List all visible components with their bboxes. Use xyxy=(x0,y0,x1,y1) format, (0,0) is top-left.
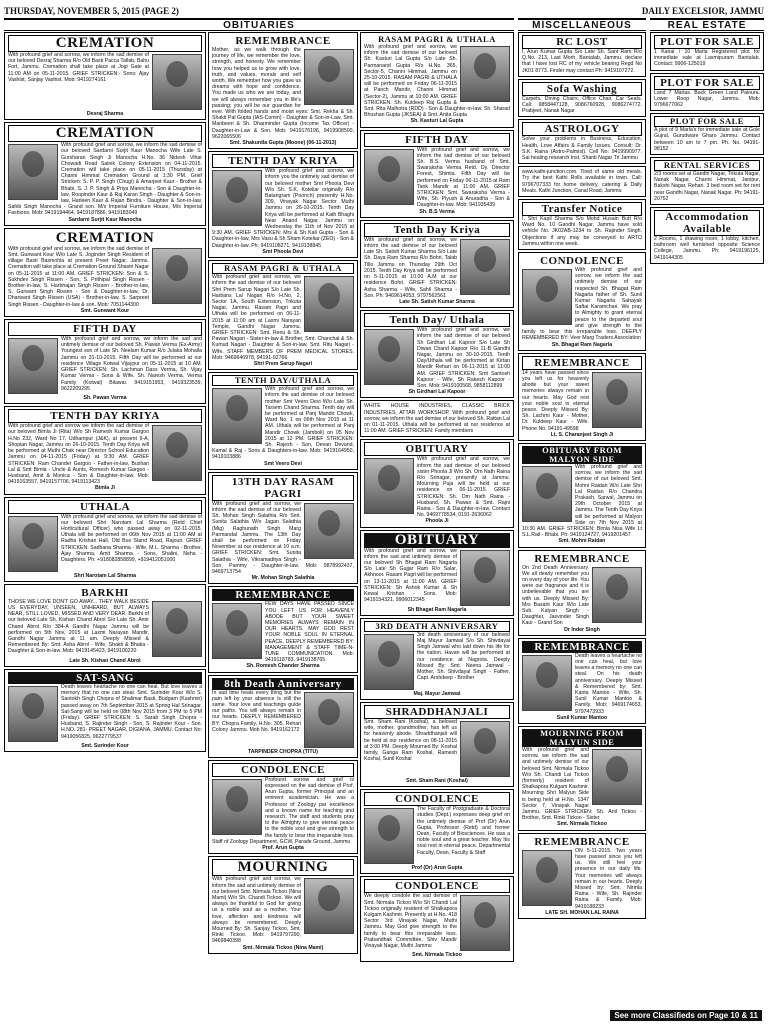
notice-body: A plot of 9 Marla's for immediate sale at Gole Gujral, Gurudware Gharo Jammu. Contact between 10 am to 7 pm. Ph. No. 94191-98152 xyxy=(654,127,760,152)
notice-block xyxy=(518,550,646,636)
photo-caption: Prof. Arun Gupta xyxy=(262,845,304,852)
portrait-photo xyxy=(460,895,510,951)
portrait-photo xyxy=(364,149,414,205)
notice-body: In sad time heals every thing but the pain left by your absence is still the same. Your love and teachings guide our paths. You will always remain in our hearts. DEEPLY REMEMBERED BY: Chopra Family, H.No. 305, Rehari Colony Jammu. Mob No. 9419162172 xyxy=(212,689,301,733)
notice-title: REMEMBRANCE xyxy=(534,835,630,848)
notice-block xyxy=(360,130,514,218)
notice-block xyxy=(518,638,646,724)
notice-body: THOSE WE LOVE DON'T GO AWAY... THEY WALK BESIDE US EVERYDAY, UNSEEN, UNHEARD, BUT ALWAYS NEAR, STILL LOVED, MISSED AND VERY DEAR. Barkhi of our beloved Late Sh. Kishan Chand Abrol S/o Late Sh. Amir Chand Abrol R/o 384-A Gandhi Nagar Jammu will be performed on 5th Nov, 2015 at Laxmi Narayan Mandir, Gandhi Nagar Jammu at 11 am. Deeply Missed & Remembered By: Smt. Asha Abrol - Wife, Shakti & Bhatia - Daughter & Son-in-law. Mob: 9419145423, 9419100220 xyxy=(8,598,149,655)
notice-body: With profound grief and sorrow, we inform the sad and untimely demise of our beloved Sh Bhagat Ram Nagarla S/o Late Sh Gujjar Ram R/o Salar, Akhnoor. Rasam Pagri will be performed on 13-11-2015 at 11:00 AM. GRIEF STRICKEN: Sh Ashok Kumar & Sh Kewal Krishan - Sons. Mob: 9419154321, 9906012345 xyxy=(364,547,457,604)
photo-caption: Smt. Nirmala Tickoo xyxy=(412,952,462,959)
notice-title: SAT-SANG xyxy=(8,672,202,684)
notice-title: CREMATION xyxy=(55,229,155,246)
notice-body: With profound grief and sorrow, we inform the sad demise of our beloved Sardarni Surjit Kaur Manocha Wife Late S. Gursharan Singh Ji Manocha H.No. 36 Nidesh Vihar Chowadi Road Sainik Colony Extension on 04-11-2015. Cremation will take place on 05-11-2015 (Thursday) at Channi Himmat Cremation Ground at 1:30 PM. Grief Stricken: S. P. P. Singh (Chugi) & Amarjeet Kaur - Brother & Bhabi, S. J. P. Singh & Priya Manocha - Son & Daughter-in-law, Roopinder Kaur & Raj Karan Singh - Daughter & Son-in-law, Harleen Kaur & Rajan Bindra - Daughter & Son-in-law, Sahib Singh Manocha - Grand son. M/s Imperial Furniture House, M/s Imperial Fashions. Mob: 9419194464, 9419187886, 9419183049 xyxy=(8,142,202,217)
notice-body: Death leaves a heartache no one can heal, but love leaves a memory no one can steal. On his death anniversary. Deeply Missed & Remembered by: Smt. Kanta Mantoo - Wife, Sh. Sunil Kumar Mantoo & Family. Mob: 9469174653, 9797473933 xyxy=(575,652,642,715)
portrait-photo xyxy=(212,603,262,659)
notice-body: Solve your problems in Business, Education, Health, Love Affairs & Family Issues. Consult: Dr. S.K. Raina (Astro-Palmist). Cell No: 9419990977. Sai healing research Inst. Shanti Nagar Tri Jammu xyxy=(522,136,642,162)
notice-title: Accommodation Available xyxy=(654,210,760,236)
notice-block xyxy=(208,260,358,370)
portrait-photo xyxy=(522,655,572,711)
column-4 xyxy=(518,32,646,1016)
notice-block xyxy=(4,122,206,226)
header-paper: DAILY EXCELSIOR, JAMMU xyxy=(641,6,764,16)
notice-title: ASTROLOGY xyxy=(522,122,642,136)
portrait-photo xyxy=(364,634,414,690)
photo-caption: Mr. Mohan Singh Salathia xyxy=(251,575,315,582)
notice-body: 3rd death anniversary of our beloved Maj Mayur Jamwal S/o Sh. Shivdayal Singh Jamwal who laid down his life for the nation. Havan will be performed at our residence at Nagrota. Deeply Missed By: Smt. Neena Jamwal - Mother, Sh. Shivdayal Singh - Father, Capt. Arshdeep - Brother xyxy=(417,631,510,682)
notice-body: With profound grief and sorrow, we inform the sad demise of our beloved Sh Girdhari Lal Kapoor S/o Late Sh Diwan Chand Kapoor R/o 11-B Gandhi Nagar, Jammu on 30-10-2015. Tenth Day/Uthala will be performed at Kirtan Mandir Rehari on 06-11-2015 at 11:00 AM. GRIEF STRICKEN: Smt Santosh Kapoor - Wife, Sh Rakesh Kapoor - Son. Mob: 9419100568, 9858112899 xyxy=(417,327,510,389)
portrait-photo xyxy=(8,516,58,572)
notice-body: With profound grief and sorrow, we inform you the untimely sad demise of our beloved mother Smt Phoola Devi W/o Sh. S.K. Koteliar originally R/o Batangram (Poonch) presently H.No. 309, Vinayak Nagar Sector Muthi Jammu on 26-10-2015. Tenth Day Kriya will be performed at Kath Bhaghi Near Anand Nagar, Jammu on Wednesday the 11th of Nov 2015 at 9:30 AM. GRIEF STRICKEN: Mrs & Sh Kali Gupta - Son & Daughter-in-law, Mrs Vasu & Sh Sham Koteliar (ZEO) - Son & Daughter-in-law. Ph: 9419108271, 9419138845 xyxy=(212,168,354,249)
portrait-photo xyxy=(212,388,262,444)
notice-title: CONDOLENCE xyxy=(212,763,354,777)
notice-body: 14 years have passed since you left us for heavenly abode but your sweet memories always remain in our hearts. May God rest your noble soul in eternal peace. Deeply Missed By: Sh. Lachmi Kaur - Mother, Dr. Kuldeep Kaur - Wife. Phone No. 94191-49598 xyxy=(522,369,589,432)
photo-caption: Smt Phoola Devi xyxy=(262,248,304,255)
notice-body: WHITE HOUSE INDUSTRIES, CLASSIC BRICK INDUSTRIES, ATTAR WORKSHOP. With profound grief and sorrow, we inform the sad demise of our beloved Sh. Rattan Lal on 01-11-2015. Uthala will be performed at our residence at 11:00 AM. GRIEF STRICKEN: Family members xyxy=(364,403,510,435)
photo-caption: Dr Inder Singh xyxy=(564,626,600,633)
notice-title: FIFTH DAY xyxy=(364,133,510,147)
notice-title: FIFTH DAY xyxy=(8,322,202,336)
notice-body: Land 7 Marlas. Back Green Land Paloura. Lower Roop Nagar, Jammu. Mob: 9796677062 xyxy=(654,89,760,109)
notice-block xyxy=(360,439,514,527)
notice-block xyxy=(208,586,358,672)
portrait-photo xyxy=(522,466,572,522)
notice-title: 13TH DAY RASAM PAGRI xyxy=(212,475,354,501)
photo-caption: Bimla Ji xyxy=(95,485,115,492)
notice-block xyxy=(650,32,764,71)
notice-block xyxy=(4,406,206,494)
portrait-photo xyxy=(304,878,354,934)
notice-body: 2 Rooms, 1 drawing room, 1 lobby, kitchen, bathroom well furnished opposite Science College, Jammu. Ph: 9419196125, 9419144305 xyxy=(654,236,760,261)
notice-title: CREMATION xyxy=(8,125,202,142)
notice-body: Smt. Sham Rani (Koshal), a beloved wife, mother, grandmother, has left us for heavenly abode. Shraddhanjali will be held at our residence on 08-11-2015 at 3:00 PM. Deeply Mourned By: Koshal family, Ganga Ram Koshal, Ramesh Koshal, Sunil Koshal xyxy=(364,719,457,763)
notice-block xyxy=(650,207,764,264)
portrait-photo xyxy=(152,54,202,110)
notice-title: 8th Death Anniversary xyxy=(212,678,354,690)
notice-block xyxy=(518,252,646,351)
notice-body: On 2nd Death Anniversary. We all dearly remember you on every day of your life. You were our fragrance and it is unbelievable that you are with us. Deeply Missed By: Mrs Basant Kaur W/o Late Sub. Kalyan Singh - Daughter, Jasvinder Singh Kaur - Grand Son xyxy=(522,564,589,627)
notice-title: OBITUARY xyxy=(364,442,510,456)
notice-block xyxy=(518,79,646,118)
notice-body: With profound grief and sorrow, we inform the sad demise of our beloved Late Sh. Satish Kumar Sharma S/o Late Sh. Daya Ram Sharma R/o Bohri, Talab Tillo Jammu on Thursday 29th Oct 2015. Tenth Day Kriya will be performed on 5-11-2015 at 10.00 A.M at our residence Bohri. GRIEF STRICKEN: Asha Sharma - Wife, Sahil Sharma - Son. Ph: 9469614053, 9797562561 xyxy=(364,236,457,299)
notice-title: 3RD DEATH ANNIVERSARY xyxy=(364,621,510,632)
notice-block xyxy=(518,166,646,197)
notice-body: ON 5-11-2015. Two years have passed since you left us. We still feel your presence in our daily life. Your memories will always remain in our hearts. Deeply Missed by: Smt. Nirmla Raina - Wife, Sh. Rajinder Raina & Family. Mob: 9419188233 xyxy=(575,847,642,910)
notice-title: MOURNING xyxy=(212,859,354,876)
notice-title: TENTH DAY KRIYA xyxy=(8,409,202,423)
portrait-photo xyxy=(304,692,354,748)
notice-block xyxy=(650,157,764,205)
photo-caption: Smt. Nirmala Tickoo xyxy=(557,821,607,828)
portrait-photo xyxy=(592,567,642,623)
notice-block xyxy=(360,789,514,874)
portrait-photo xyxy=(8,144,58,200)
notice-title: RASAM PAGRI & UTHALA xyxy=(378,34,496,44)
photo-caption: Desraj Sharma xyxy=(86,111,124,117)
column-1 xyxy=(4,32,206,1016)
photo-caption: Sunil Kumar Mantoo xyxy=(556,714,608,721)
notice-title: TENTH DAY KRIYA xyxy=(212,154,354,168)
portrait-photo xyxy=(304,503,354,559)
notice-title: CONDOLENCE xyxy=(364,879,510,893)
notice-body: 1 Kanal / 10 Marla Registered plot for immediate sale at Laxmipuram Bantalab. Contact: 9906-125019 xyxy=(654,49,760,68)
obituaries-header: OBITUARIES xyxy=(4,18,514,31)
notice-block xyxy=(208,675,358,758)
notice-body: With profound grief and sorrow, we inform the sad demise of our beloved Sh. B.S. Verma husband of Smt. Swaraksha Verma Retd. Dy. Director Forest, Shimla. Fifth Day will be performed on Friday 06-11-2015 at Ram Tank Mandir at 11:00 AM. GRIEF STRICKEN: Smt. Swaraksha Verma - Wife, Sh. Piyush & Anuradha - Son & Daughter-in-law. Mob: 941935439 xyxy=(417,146,510,209)
notice-title: REMEMBRANCE xyxy=(212,589,354,601)
photo-caption: Maj. Mayur Jamwal xyxy=(413,690,461,697)
photo-caption: Sh. Pawan Verma xyxy=(83,395,127,402)
photo-caption: Smt. Gunwant Kour xyxy=(80,307,130,314)
photo-caption: Sh. Romesh Chander Sharma xyxy=(246,663,320,670)
notice-body: With profound grief and sorrow, we inform the sad and untimely demise of our beloved Smt. Nirmala Tickoo (Nina Mami) W/o Sh. Chandi Tickoo. We will always be thankful to God for giving us a noble soul as a mother. Your love, affection and kindness will always be remembered. Deeply Mourned By: Sh. Sanjay Tickoo, Smt. Rinki Tickoo. Mob: 9419797290, 9469840398 xyxy=(212,876,301,945)
notice-block xyxy=(208,372,358,470)
real-estate-header: REAL ESTATE xyxy=(650,18,764,31)
notice-block xyxy=(518,199,646,250)
notice-body: With profound grief and sorrow, we inform the sad untimely demise of our respected Sh. Bhagat Ram Nagarla father of Sh. Sunil Kumar Nagarla Sahayak Saftai Karamchari. We pray to Almighty to grant eternal peace to the departed soul and give strength to the family to bear this irreparable loss. DEEPLY REMEMBERED BY: Veer Marg Traders Association xyxy=(522,267,642,342)
photo-caption: Smt. Mohni Raidan xyxy=(558,538,606,545)
notice-body: Carpets, Dining Chairs, Office Chair, Car Seats. Call: 9858447128, 9086760928, 9086274772. Prabjeet, Nanak Nagar xyxy=(522,95,642,115)
notice-body: The Faculty of Postgraduate & Doctoral studies (Dept.) expresses deep grief on the untimely demise of Prof (Dr) Arun Gupta, Professor (Retd) and former Dean, Faculty of Biosciences. He was a noble soul and a great teacher. May his soul rest in eternal peace. Departmental Faculty, Dean, Faculty & Staff xyxy=(417,806,510,856)
portrait-photo xyxy=(212,170,262,226)
notice-block xyxy=(360,400,514,437)
notice-body: www.kathi-junction.com. Tired of same old meals. Try the best Kathi Rolls available in town. Call: 9796707333 for home delivery, catering & Daily Meals. Kathi Junction, Canal Road, Jammu xyxy=(522,169,642,194)
notice-title: RENTAL SERVICES xyxy=(654,160,760,171)
notice-title: Tenth Day/ Uthala xyxy=(364,313,510,327)
photo-caption: Late Sh. Satish Kumar Sharma xyxy=(399,298,475,305)
notice-block xyxy=(518,119,646,164)
portrait-photo xyxy=(364,808,414,864)
photo-caption: Shri Narotam Lal Sharma xyxy=(74,572,136,579)
notice-block xyxy=(360,876,514,961)
photo-caption: Phoola Ji xyxy=(425,518,449,525)
notice-block xyxy=(208,472,358,585)
notice-title: SHRADDHANJALI xyxy=(364,705,510,719)
portrait-photo xyxy=(522,850,572,906)
photo-caption: Sh Girdhari Lal Kapoor xyxy=(408,389,466,396)
portrait-photo xyxy=(364,329,414,385)
notice-block xyxy=(208,760,358,854)
notice-title: RC LOST xyxy=(522,35,642,49)
notice-body: With profound grief and sorrow, we inform the sad and untimely demise of our beloved Smt. Nirmala Tickoo W/o Sh. Chandi Lal Tickoo (formerly) resident of Shalkapora Kulgam Kashmir. Mourning Shri Malyun Side is being held at H.No. 1347 Sector 7, Vinayak Nagar Jammu. GRIEF STRICKEN: Sh. Anil Tickoo - Brother, Smt. Rinki Tickoo - Sister xyxy=(522,747,642,822)
notice-block xyxy=(360,618,514,700)
notice-block xyxy=(4,669,206,752)
notice-block xyxy=(518,726,646,831)
photo-caption: Smt. Nirmala Tickoo (Nina Mami) xyxy=(242,944,324,951)
notice-body: With profound grief and sorrow, we inform the sad and untimely demise of our beloved Sh. Pawan Verma (Ex-Army) Youngest son of Late Sh. Neelam Kumar R/o Julaka Mohalla Jammu on 31-10-2015. Fifth Day will be performed at our residence Village Kotwal Vijaypur on 05-11-2015 at 10 AM. GRIEF STRICKEN: Sh. Lachman Dass Verma, Sh. Vijay Kumar Verma - Sons & Wife, Sh. Naresh Verma. Verma Family (Kotwal) Bilawar. 9419151953, 9419323539, 9622209295 xyxy=(61,336,202,392)
column-5 xyxy=(650,32,764,1016)
column-2 xyxy=(208,32,358,1016)
notice-block xyxy=(518,833,646,919)
notice-body: Profound sorrow and grief is expressed on the sad demise of Prof. Arun Gupta, former Principal and an eminent academician. He was a Professor of Zoology par excellence and a known name for teaching and research. The staff and students pray to the Almighty to give eternal peace to the noble soul and give strength to the family to bear this irreparable loss. Staff of Zoology Department, GCW, Parade Ground, Jammu xyxy=(212,776,354,845)
notice-block xyxy=(4,584,206,667)
notice-body: With profound grief and sorrow, we inform the sad demise of our beloved Sh. Kasturi Lal Gupta S/o Late Sh. Parmanand Gupta R/o H.No. 365, Sector-5, Channi Himmat, Jammu on 25-10-2015. RASAM PAGRI & UTHALA will be performed on Friday 06-11-2015 at Panch Mandir, Channi Himmat (Sector-2), Jammu at 10:00 AM. GRIEF STRICKEN: Sh. Kuldeep Raj Gupta & Smt. Rita Malhotra (RDD) - Son & Daughter-in-law. Sh. Sharad Bhushan Gupta (JKSEA) & Smt. Anita Gupta xyxy=(364,44,510,119)
notice-title: REMEMBRANCE xyxy=(522,356,642,370)
portrait-photo xyxy=(592,749,642,805)
notice-block xyxy=(650,113,764,155)
portrait-photo xyxy=(152,601,202,657)
notice-block xyxy=(518,443,646,548)
notice-body: FEW DAYS HAVE PASSED SINCE YOU LEFT US FOR HEAVENLY ABODE BUT YOUR SWEET MEMORIES ALWAYS REMAIN IN OUR HEARTS. MAY GOD REST YOUR NOBLE SOUL IN ETERNAL PEACE. DEEPLY REMEMBERED BY: MANAGEMENT & STAFF TIME-N-TUNE COMMUNICATION. Mob: 9419118783, 9419138765 xyxy=(265,601,354,664)
notice-body: Death leaves heartache no one can heal, But love leaves a memory that no one can steal. Smt. Surinder Kour W/o S. Santokh Singh Chopra of Shalimar Basti, Budgam (Kashmir) passed away on 7th September 2015 at Spring Hal Srinagar. Sat-Sang will be held on 08th Nov 2015 from 3 PM to 5 PM (Friday). GRIEF STRICKEN: S. Sarab Singh Chopra - Husband, S. Rajinder Singh - Son, S. Rajinder Kour - Son. H.NO. 281- PREET NAGAR, DIGIANA, JAMMU. Contact No: 9419056825, 9622779537 xyxy=(61,683,202,740)
notice-block xyxy=(208,856,358,953)
notice-block xyxy=(360,702,514,787)
notice-title: CREMATION xyxy=(8,35,202,52)
notice-body: I, Arun Kumar Gupta S/o Late Sh. Sant Ram R/o Q.No. 213, Last Morh, Bantalab, Jammu, declare that I have lost RC of my vehicle bearing Regd No JK01 8773. Finder may contact Ph: 9419107272. xyxy=(522,49,642,74)
notice-block xyxy=(360,220,514,308)
notice-title: Tenth Day Kriya xyxy=(364,223,510,237)
portrait-photo xyxy=(304,49,354,105)
portrait-photo xyxy=(460,721,510,777)
portrait-photo xyxy=(592,372,642,428)
portrait-photo xyxy=(212,779,262,835)
notice-block xyxy=(360,32,514,128)
notice-title: CONDOLENCE xyxy=(540,255,624,268)
notice-body: With profound grief and sorrow, we inform the sad demise of our beloved mother Smt Veero Devi W/o Late Sh. Tarsem Chand Sharma. Tenth day will be performed at Panj Mandir Chowk, Ward No. 1 on 06th Nov 2015 at 11 AM. Uthala will be performed at Panj Mandir Chowk (Jamboli) on 05 Nov 2015 at 12 PM. GRIEF STRICKEN: Sh. Rajesh - Son, Devan Devand, Kamal & Raj - Sons & Daughters-in-law. Mob: 9419164950, 9419103886 xyxy=(212,386,354,461)
notice-title: BARKHI xyxy=(81,586,129,599)
photo-caption: Smt. Sham Rani (Koshal) xyxy=(406,778,468,784)
notice-body: 2/3 rooms set at Gandhi Nagar, Trikuta Nagar, Nanak Nagar, Channi Himmat, Janipur, Bakshi Nagar, Rehari. 3 bed room set for rent near Gandhi Nagar, Nanak Nagar. Ph: 94191-20752 xyxy=(654,171,760,202)
notice-title: PLOT FOR SALE xyxy=(654,35,760,49)
notice-body: With profound grief and sorrow we inform the sad demise of our beloved Bimla Ji (Rita) W/o Sh Ramesh Kumar Gargoo H.No 232, Ward No 17, Udhampur (J&K), at present 9-A, Shopian Nagar, Jammu on 26-10-2015. Tenth Day Kriya will be performed at Muthi Chak near Director School Education Jammu on 04-11-2015 (Friday) at 9:30 AM. GRIEF STRICKEN: Ram Chander Gargoo - Father-in-law, Bushan Lal & Smt Bimla - Uncle & Aunts, Romesh Kumar Gargoo - Husband, Amit & Monica - Son & Daughter-in-law. Mob: 9419163557, 9419157706, 9419113423 xyxy=(8,423,149,486)
portrait-photo xyxy=(364,458,414,514)
photo-caption: Sh. Kasturi Lal Gupta xyxy=(410,118,464,125)
notice-title: OBITUARY FROM MALYON SIDE xyxy=(522,446,642,464)
notice-body: With profound grief and sorrow, we inform the sad demise of our beloved Smt. Mohni Raidan W/o Late Shri Lal Raidan R/o Chandra Prakash, Sarwal, Jammu on 29th October 2015 at Jammu. The Tenth Day Kriya will be performed at Malyon Side on 7th Nov 2015 at 10:30 AM. GRIEF STRICKEN: Bimla Nisa Wife Lt S.L.Rail - Bhabi. Ph: 9419124727, 9419201457 xyxy=(522,463,642,539)
notice-body: I, Shri Kapil Sharma S/o Mohd Husain Butt R/o Ward No. 10 Gandhi Nagar, Jammu have sold vehicle No. JK02AB-1234 to Sh. Rajinder Singh. Objections if any may be conveyed to ARTO Jammu within one week. xyxy=(522,216,642,247)
portrait-photo xyxy=(304,276,354,332)
notice-title: RASAM PAGRI & UTHALA xyxy=(212,263,354,274)
header-date: THURSDAY, NOVEMBER 5, 2015 (PAGE 2) xyxy=(4,6,179,16)
photo-caption: Lt. S. Charanjeet Singh Ji xyxy=(550,431,614,438)
notice-title: PLOT FOR SALE xyxy=(654,76,760,90)
photo-caption: Smt. Shakuntla Gupta (Moone) (06-11-2013) xyxy=(229,140,337,147)
notice-block xyxy=(4,32,206,120)
photo-caption: Smt. Surinder Kour xyxy=(81,742,129,749)
portrait-photo xyxy=(152,425,202,481)
notice-title: TENTH DAY/UTHALA xyxy=(212,375,354,386)
notice-title: REMEMBRANCE xyxy=(522,641,642,653)
notice-title: REMEMBRANCE xyxy=(235,35,331,47)
notice-block xyxy=(360,310,514,398)
notice-body: With profound grief and sorrow, we inform the sad demise of our beloved sister Phoola Ji W/o Sh. Om Nath Raina R/o Srinagar, presently at Jammu. Mourning Puja will be held at our residence on 06-11-2015. GRIEF STRICKEN: Sh. Om Nath Raina - Husband, Sh. Pawan & Smt. Rajni Raina - Son & Daughter-in-law. Contact No. 9469778534, 0191-2636062 xyxy=(417,456,510,519)
notice-title: Sofa Washing xyxy=(522,82,642,96)
photo-caption: Sardarni Surjit Kaur Manocha xyxy=(68,216,142,223)
notice-block xyxy=(360,530,514,616)
portrait-photo xyxy=(8,686,58,742)
portrait-photo xyxy=(522,269,572,325)
photo-caption: Sh. B.S Verma xyxy=(419,208,455,215)
notice-title: UTHALA xyxy=(8,500,202,514)
notice-body: With profound grief and sorrow, we inform the sad demise of our beloved Desraj Sharma R/o Old Basti Pacca Tallab, Bahu Fort, Jammu. Cremation shall take place at Jogi Gate at 11:00 AM on 05-11-2015. GRIEF STRICKEN:- Sons: Ajay Vashist, Sanjay Vashist. Mob: 9419274161 xyxy=(8,52,149,83)
photo-caption: Late Sh. Kishan Chand Abrol xyxy=(69,657,141,664)
notice-body: With profound grief and sorrow, we inform the sad demise of our beloved Shri Prem Sarup Nagari S/o Late Sh. Harbans Lal Nagari R/o H.No. 2, Sector 1A, South Extension, Trikuta Nagar, Jammu. Rasam Pagri and Uthala will be performed on 06-11-2015 at 11:00 am at Laxmi Narayan Temple, Gandhi Nagar Jammu. GRIEF STRICKEN: Smt. Renu & Sh. Pawan Nagari - Sister-in-law & Brother, Smt. Chanchal & Sh. Kumud Nagari - Daughter & Son-in-law, Smt. Ritu Nagari - Wife. STAFF MEMBERS OF PREM MEDICAL STORES. Mob: 9469646978, 94191-92766 xyxy=(212,274,354,361)
column-3 xyxy=(360,32,514,1016)
notice-body: Mother, as we walk through the journey of life, we remember the love, strength, and honesty. We remember how you helped us to grow with love, truth, and values, morals and self worth. We remember how you gave us dreams with hope and confidence. You made us who we are today, and we will always remember you in life's passing; you will be our guardian for ever. With folded hands and moist eyes: Smt. Rekha & Sh. Shakti Pal Gupta (IAS-Comm) - Daughter & Son-in-Law, Smt. Manbeeri & Sh. Dharminder Gupta (Income Tax Officer) - Daughter-in-Law & Son. Mob: 9419176196, 9419908500, 9622065506 xyxy=(212,47,354,140)
page-header xyxy=(4,6,764,16)
notice-body: With profound grief and sorrow, we inform the sad demise of our beloved Shri Narotam Lal Sharma (Retd Chief Horticultural Officer) who passed away on 02-11-2015. Uthala will be performed on 06th Nov 2015 at 11:00 AM at Radha Krishan Hall, Old Bus Stand Road, Rajouri. GRIEF STRICKEN: Sadhana Sharma - Wife, M.L. Sharma - Brother, Ajay Sharma, Amit Sharma - Sons, Shalini, Neha - Daughters. Ph: +918082858899, +919412051000 xyxy=(61,513,202,563)
photo-caption: Sh Bhagat Ram Nagarla xyxy=(407,606,467,613)
notice-block xyxy=(208,151,358,258)
notice-title: CONDOLENCE xyxy=(364,792,510,806)
photo-caption: Shri Prem Sarup Nagari xyxy=(253,360,313,367)
photo-caption: Sh. Bhagat Ram Nagarla xyxy=(551,341,613,348)
misc-header: MISCELLANEOUS xyxy=(518,18,646,31)
portrait-photo xyxy=(460,239,510,295)
notice-title: OBITUARY xyxy=(364,533,510,548)
photo-caption: Smt Veero Devi xyxy=(264,460,302,467)
notice-block xyxy=(650,73,764,112)
notice-block xyxy=(4,319,206,404)
footer-note: See more Classifieds on Page 10 & 11 xyxy=(610,1010,762,1021)
notice-block xyxy=(208,32,358,149)
photo-caption: Prof (Dr) Arun Gupta xyxy=(411,865,463,872)
notice-body: With profound grief and sorrow, we inform the sad demise of Smt. Gunwant Kour W/o Late S. Joginder Singh Resident of village Basti Basmohla at present Preet Nagar, Jammu. Cremation will take place at Cremation Ground Shastri Nagar on 05-11-2015 at 11:00 AM. GRIEF STRICKEN: Son & S. Sukhdev Singh Rissen - Son, S. Prithipal Singh Rissen - Brother-in-law, S. Harbhajan Singh Rissen - Brother-in-law, S. Gurwant Singh Rissen - Son & Daughter-in-law, Dr. Dharwant Singh Rissen (USA) - Brother-in-law, S. Sarpreet Singh Rissen - Daughter-in-law & son. Mob: 7051144300 xyxy=(8,245,149,308)
notice-title: PLOT FOR SALE xyxy=(654,116,760,127)
notice-title: REMEMBRANCE xyxy=(534,552,630,565)
notice-block xyxy=(4,497,206,582)
portrait-photo xyxy=(8,338,58,394)
notice-body: With profound grief and sorrow, we inform the sad demise of our beloved Sh. Mohan Singh Salathia R/o Smt. Sunita Salathia W/o Jagan Salathia (Mig) Raghunath Singh Marg Parmandal Jammu. The 13th Day shall be performed on Friday November at our residence at 10 a.m. GRIEF STRICKEN: Smt. Sunita Salathia - Wife, Vikramaditya Singh - Son, Pammy - Daughter-in-law. Mob: 9878992437, 9469713754 xyxy=(212,500,354,576)
notice-body: We deeply condole the sad demise of Smt. Nirmala Tickoo W/o Sh Chandi Lal Tickoo originally resident of Shalkapora Kulgam Kashmir. Presently at H.No. 418 Sector 3rd Vinayak Nagar, Muthi Jammu. May God give strength to the family to bear this irreparable loss. Prabandhak Committee, Shiv Mandir Vinayak Nagar, Muthi Jammu xyxy=(364,893,457,950)
notice-title: Transfer Notice xyxy=(522,202,642,216)
portrait-photo xyxy=(152,248,202,304)
portrait-photo xyxy=(460,550,510,606)
portrait-photo xyxy=(460,46,510,102)
notice-block xyxy=(518,353,646,441)
photo-caption: LATE SH. MOHAN LAL RAINA xyxy=(545,909,619,916)
photo-caption: TARPINDER CHOPRA (TITU) xyxy=(247,748,319,755)
notice-block xyxy=(4,228,206,317)
notice-title: MOURNING FROM MALYUN SIDE xyxy=(522,729,642,747)
notice-block xyxy=(518,32,646,77)
